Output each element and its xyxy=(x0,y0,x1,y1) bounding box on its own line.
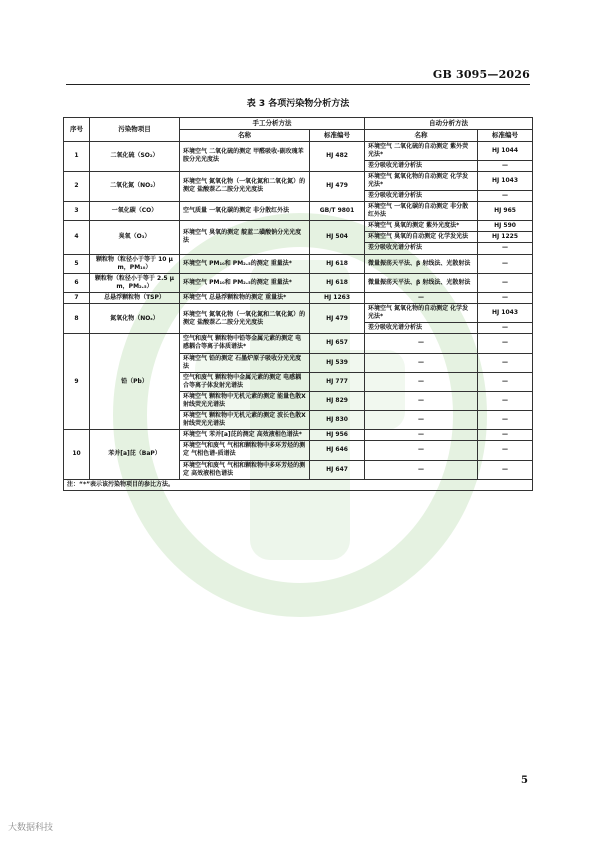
cell-auto-method-name: — xyxy=(365,292,478,303)
cell-pollutant: 臭氧（O₃） xyxy=(90,221,180,254)
cell-auto-method-name: 环境空气 臭氧的自动测定 化学发光法 xyxy=(365,232,478,243)
header-rule xyxy=(66,84,530,85)
cell-seq: 9 xyxy=(64,334,90,430)
cell-seq: 4 xyxy=(64,221,90,254)
cell-auto-method-name: 环境空气 一氧化碳的自动测定 非分散红外法 xyxy=(365,202,478,221)
cell-auto-method-name: — xyxy=(365,441,478,460)
col-header-auto-std: 标准编号 xyxy=(478,129,533,141)
table-body xyxy=(64,141,533,479)
cell-auto-std-code: HJ 1043 xyxy=(478,171,533,190)
cell-auto-std-code: — xyxy=(478,292,533,303)
cell-pollutant: 一氧化碳（CO） xyxy=(90,202,180,221)
cell-auto-std-code: — xyxy=(478,254,533,273)
cell-auto-std-code: HJ 590 xyxy=(478,221,533,232)
cell-auto-method-name: — xyxy=(365,372,478,391)
table-row xyxy=(64,430,533,441)
standard-code: GB 3095—2026 xyxy=(432,68,530,81)
cell-seq: 10 xyxy=(64,430,90,479)
cell-auto-std-code: — xyxy=(478,441,533,460)
table-row xyxy=(64,273,533,292)
cell-manual-std-code: HJ 618 xyxy=(310,273,365,292)
cell-seq: 5 xyxy=(64,254,90,273)
col-header-manual-std: 标准编号 xyxy=(310,129,365,141)
cell-seq: 7 xyxy=(64,292,90,303)
cell-manual-method-name: 环境空气 PM₁₀和 PM₂.₅的测定 重量法* xyxy=(180,273,310,292)
cell-auto-method-name: 微量振荡天平法、β 射线法、光散射法 xyxy=(365,273,478,292)
cell-manual-method-name: 空气和废气 颗粒物中金属元素的测定 电感耦合等离子体发射光谱法 xyxy=(180,372,310,391)
cell-auto-method-name: — xyxy=(365,411,478,430)
cell-pollutant: 颗粒物（粒径小于等于 10 μm，PM₁₀） xyxy=(90,254,180,273)
cell-manual-method-name: 环境空气 铅的测定 石墨炉原子吸收分光光度法 xyxy=(180,353,310,372)
cell-auto-method-name: — xyxy=(365,334,478,353)
col-header-pollutant: 污染物项目 xyxy=(90,118,180,142)
cell-seq: 2 xyxy=(64,171,90,201)
table-row xyxy=(64,171,533,190)
cell-pollutant: 氮氧化物（NOₓ） xyxy=(90,304,180,334)
cell-seq: 1 xyxy=(64,141,90,171)
cell-auto-method-name: 差分吸收光谱分析法 xyxy=(365,191,478,202)
cell-manual-method-name: 环境空气 苯并[a]芘的测定 高效液相色谱法* xyxy=(180,430,310,441)
cell-pollutant: 总悬浮颗粒物（TSP） xyxy=(90,292,180,303)
cell-auto-std-code: HJ 965 xyxy=(478,202,533,221)
cell-manual-method-name: 环境空气 总悬浮颗粒物的测定 重量法* xyxy=(180,292,310,303)
cell-manual-method-name: 环境空气和废气 气相和颗粒物中多环芳烃的测定 气相色谱-质谱法 xyxy=(180,441,310,460)
cell-manual-std-code: GB/T 9801 xyxy=(310,202,365,221)
cell-auto-std-code: — xyxy=(478,323,533,334)
cell-auto-method-name: — xyxy=(365,353,478,372)
cell-pollutant: 苯并[a]芘（BaP） xyxy=(90,430,180,479)
cell-manual-std-code: HJ 1263 xyxy=(310,292,365,303)
cell-auto-std-code: — xyxy=(478,460,533,479)
cell-auto-std-code: HJ 1043 xyxy=(478,304,533,323)
cell-seq: 3 xyxy=(64,202,90,221)
cell-manual-std-code: HJ 646 xyxy=(310,441,365,460)
cell-manual-method-name: 环境空气 颗粒物中无机元素的测定 能量色散X射线荧光光谱法 xyxy=(180,391,310,410)
cell-auto-std-code: — xyxy=(478,391,533,410)
cell-auto-method-name: 微量振荡天平法、β 射线法、光散射法 xyxy=(365,254,478,273)
cell-auto-method-name: 环境空气 氮氧化物的自动测定 化学发光法* xyxy=(365,304,478,323)
cell-auto-method-name: 差分吸收光谱分析法 xyxy=(365,243,478,254)
cell-seq: 6 xyxy=(64,273,90,292)
table-row xyxy=(64,141,533,160)
cell-seq: 8 xyxy=(64,304,90,334)
cell-manual-std-code: HJ 647 xyxy=(310,460,365,479)
cell-auto-method-name: 环境空气 氮氧化物的自动测定 化学发光法* xyxy=(365,171,478,190)
cell-pollutant: 铅（Pb） xyxy=(90,334,180,430)
cell-manual-method-name: 环境空气 PM₁₀和 PM₂.₅的测定 重量法* xyxy=(180,254,310,273)
cell-auto-std-code: — xyxy=(478,411,533,430)
cell-auto-std-code: — xyxy=(478,160,533,171)
table-title: 表 3 各项污染物分析方法 xyxy=(246,99,350,109)
col-header-manual-name: 名称 xyxy=(180,129,310,141)
cell-manual-std-code: HJ 479 xyxy=(310,171,365,201)
col-header-auto-name: 名称 xyxy=(365,129,478,141)
cell-auto-std-code: HJ 1044 xyxy=(478,141,533,160)
cell-auto-std-code: — xyxy=(478,191,533,202)
cell-auto-std-code: HJ 1225 xyxy=(478,232,533,243)
corner-mark: 大数据科技 xyxy=(8,823,54,833)
cell-manual-std-code: HJ 618 xyxy=(310,254,365,273)
cell-manual-method-name: 环境空气 氮氧化物（一氧化氮和二氧化氮）的测定 盐酸萘乙二胺分光光度法 xyxy=(180,304,310,334)
table-note: 注：“*”表示该污染物项目的参比方法。 xyxy=(64,479,533,490)
cell-manual-method-name: 环境空气 氮氧化物（一氧化氮和二氧化氮）的测定 盐酸萘乙二胺分光光度法 xyxy=(180,171,310,201)
cell-manual-std-code: HJ 829 xyxy=(310,391,365,410)
cell-auto-std-code: — xyxy=(478,334,533,353)
cell-auto-method-name: 环境空气 二氧化硫的自动测定 紫外荧光法* xyxy=(365,141,478,160)
cell-manual-method-name: 环境空气 二氧化硫的测定 甲醛吸收-副玫瑰苯胺分光光度法 xyxy=(180,141,310,171)
cell-manual-method-name: 环境空气 臭氧的测定 靛蓝二磺酸钠分光光度法 xyxy=(180,221,310,254)
table-row xyxy=(64,334,533,353)
cell-auto-std-code: — xyxy=(478,353,533,372)
cell-manual-std-code: HJ 482 xyxy=(310,141,365,171)
table-row xyxy=(64,304,533,323)
col-header-seq: 序号 xyxy=(64,118,90,142)
cell-manual-std-code: HJ 830 xyxy=(310,411,365,430)
analysis-methods-table xyxy=(63,117,533,491)
cell-auto-std-code: — xyxy=(478,430,533,441)
cell-manual-method-name: 空气质量 一氧化碳的测定 非分散红外法 xyxy=(180,202,310,221)
cell-manual-method-name: 环境空气和废气 气相和颗粒物中多环芳烃的测定 高效液相色谱法 xyxy=(180,460,310,479)
page-number: 5 xyxy=(521,775,528,786)
table-row xyxy=(64,292,533,303)
cell-manual-method-name: 环境空气 颗粒物中无机元素的测定 波长色散X射线荧光光谱法 xyxy=(180,411,310,430)
cell-auto-method-name: 差分吸收光谱分析法 xyxy=(365,160,478,171)
cell-auto-method-name: — xyxy=(365,391,478,410)
cell-manual-std-code: HJ 657 xyxy=(310,334,365,353)
table-row xyxy=(64,221,533,232)
cell-auto-std-code: — xyxy=(478,243,533,254)
table-row xyxy=(64,254,533,273)
cell-auto-method-name: — xyxy=(365,460,478,479)
cell-pollutant: 二氧化氮（NO₂） xyxy=(90,171,180,201)
cell-manual-std-code: HJ 777 xyxy=(310,372,365,391)
col-header-manual: 手工分析方法 xyxy=(180,118,365,130)
cell-auto-method-name: 环境空气 臭氧的测定 紫外光度法* xyxy=(365,221,478,232)
cell-manual-std-code: HJ 539 xyxy=(310,353,365,372)
cell-manual-method-name: 空气和废气 颗粒物中铅等金属元素的测定 电感耦合等离子体质谱法* xyxy=(180,334,310,353)
col-header-auto: 自动分析方法 xyxy=(365,118,533,130)
cell-manual-std-code: HJ 479 xyxy=(310,304,365,334)
cell-auto-std-code: — xyxy=(478,273,533,292)
table-row xyxy=(64,202,533,221)
cell-auto-method-name: 差分吸收光谱分析法 xyxy=(365,323,478,334)
cell-pollutant: 二氧化硫（SO₂） xyxy=(90,141,180,171)
cell-auto-method-name: — xyxy=(365,430,478,441)
cell-pollutant: 颗粒物（粒径小于等于 2.5 μm，PM₂.₅） xyxy=(90,273,180,292)
cell-manual-std-code: HJ 504 xyxy=(310,221,365,254)
cell-manual-std-code: HJ 956 xyxy=(310,430,365,441)
cell-auto-std-code: — xyxy=(478,372,533,391)
